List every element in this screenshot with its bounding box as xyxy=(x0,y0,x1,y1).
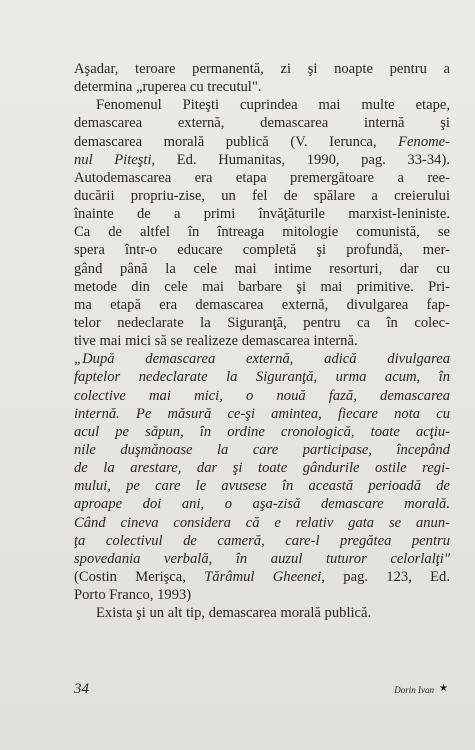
text-line: tive mai mici să se realizeze demascarea internă. xyxy=(74,333,358,350)
text-line: spera într-o educare completă şi profundă, mer- xyxy=(74,242,450,259)
text-fragment: demascarea morală publică (V. Ierunca, xyxy=(74,133,377,150)
quote-line: aproape doi ani, o aşa-zisă demascare morală. xyxy=(74,496,450,513)
quote-line: faptelor nedeclarate la Siguranţă, urma acum, în xyxy=(74,369,450,386)
text-line: metode din cele mai barbare şi mai primitive. Pri- xyxy=(74,278,450,295)
quote-line: spovedania verbală, în auzul tuturor celorlalţi" xyxy=(74,550,450,567)
text-line: Aşadar, teroare permanentă, zi şi noapte pentru a xyxy=(74,61,450,77)
quote-line: internă. Pe măsură ce-şi amintea, fiecare nota cu xyxy=(74,405,450,422)
source-title: Tărâmul Gheenei xyxy=(204,568,322,585)
text-line: Ca de altfel în întreaga mitologie comunistă, se xyxy=(74,224,450,241)
citation-title: Fenome- xyxy=(398,133,450,150)
text-line: telor nedeclarate la Siguranţă, pentru ca în colec- xyxy=(74,314,450,331)
quote-line: mului, pe care le avusese în această perioadă de xyxy=(74,478,450,495)
source-line xyxy=(74,568,450,586)
text-fragment: , Ed. Humanitas, 1990, pag. 33-34). xyxy=(151,151,450,168)
text-line: înainte de a primi învăţăturile marxist-leniniste. xyxy=(74,206,450,223)
quote-line: „După demascarea externă, adică divulgarea xyxy=(74,351,450,368)
paragraph-start: Exista şi un alt tip, demascarea morală publică. xyxy=(96,605,372,622)
text-line xyxy=(74,133,450,151)
text-line: ma etapă era demascarea externă, divulgarea fap- xyxy=(74,296,450,313)
page-number: 34 xyxy=(74,681,89,697)
quote-line: Când cineva considera că e relativ gata se anun- xyxy=(74,514,450,531)
quote-line: acul pe săpun, în ordine cronologică, toate acţiu- xyxy=(74,423,450,440)
quote-line: nile duşmănoase la care participase, începând xyxy=(74,441,450,458)
source-line: Porto Franco, 1993) xyxy=(74,587,192,604)
source-fragment: (Costin Merişca, xyxy=(74,568,205,585)
citation-title: nul Piteşti xyxy=(74,151,152,168)
page-footer xyxy=(74,681,450,699)
text-line: determina „ruperea cu trecutul". xyxy=(74,79,262,96)
text-line: ducării propriu-zise, un fel de spălare a creierului xyxy=(74,187,450,204)
paragraph-start: Fenomenul Piteşti cuprindea mai multe etape, xyxy=(96,97,450,114)
quote-line: ţa colectivul de cameră, care-l pregătea pentru xyxy=(74,532,450,549)
body-text xyxy=(74,60,450,622)
quote-line: de la arestare, dar şi toate gândurile ostile regi- xyxy=(74,460,450,477)
text-line: demascarea externă, demascarea internă şi xyxy=(74,115,450,132)
text-line: gând până la cele mai intime resorturi, dar cu xyxy=(74,260,450,277)
text-line xyxy=(74,151,450,169)
source-fragment: , pag. 123, Ed. xyxy=(321,568,450,585)
text-line: Autodemascarea era etapa premergătoare a ree- xyxy=(74,169,450,186)
running-author: Dorin Ivan xyxy=(394,685,434,695)
quote-line: colective mai mici, o nouă fază, demascarea xyxy=(74,387,450,404)
star-icon: ★ xyxy=(439,683,448,694)
